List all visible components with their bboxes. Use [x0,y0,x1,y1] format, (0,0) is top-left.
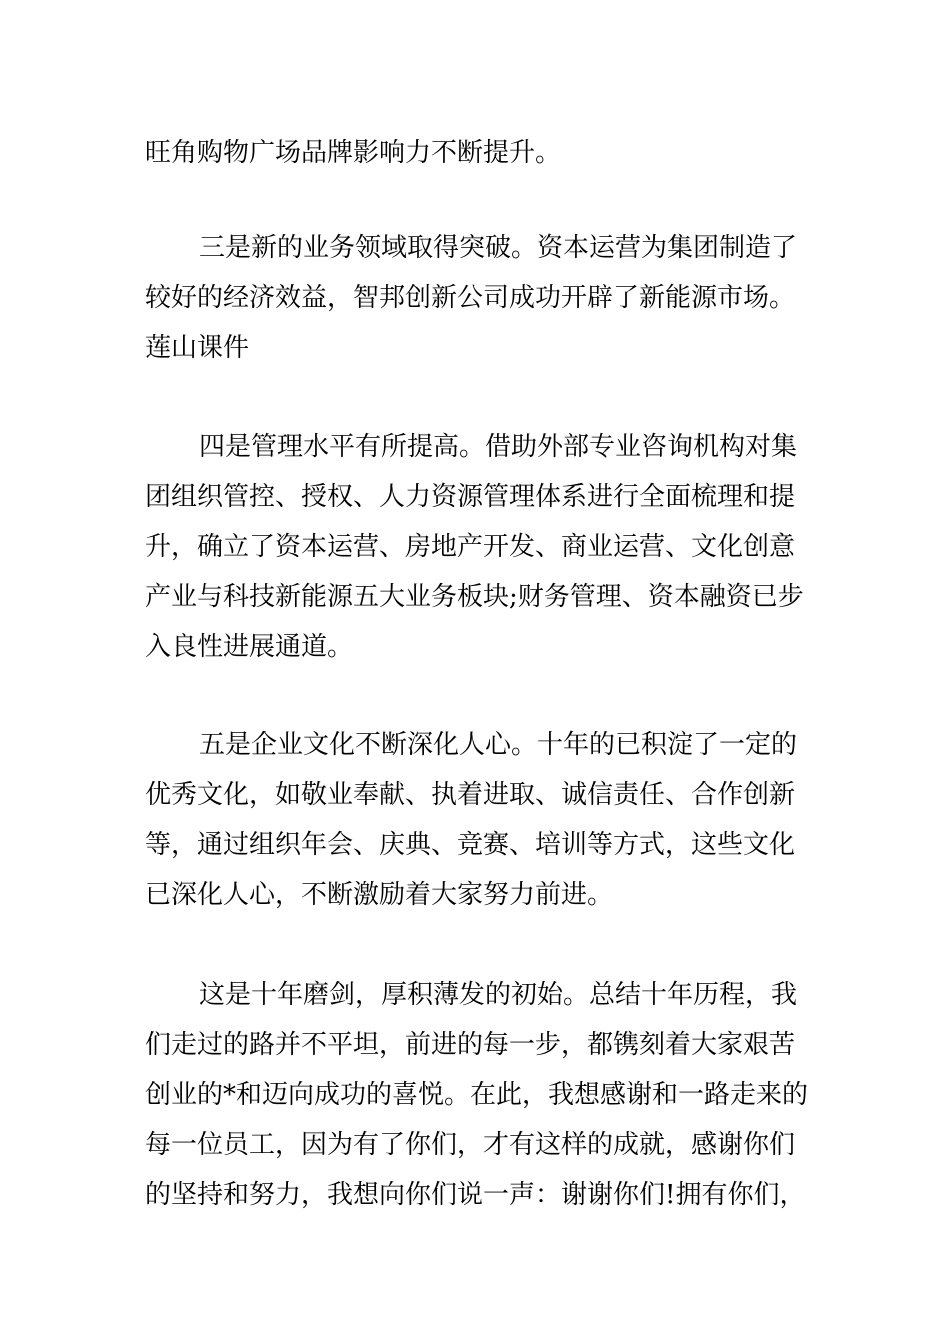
text-line: 的坚持和努力，我想向你们说一声：谢谢你们!拥有你们， [145,1180,806,1210]
paragraph-point-three [145,223,810,373]
text-line: 等，通过组织年会、庆典、竞赛、培训等方式，这些文化 [145,830,796,860]
text-line: 升，确立了资本运营、房地产开发、商业运营、文化创意 [145,532,796,562]
text-line: 产业与科技新能源五大业务板块;财务管理、资本融资已步 [145,582,804,612]
text-line: 们走过的路并不平坦，前进的每一步，都镌刻着大家艰苦 [145,1030,796,1060]
paragraph-continuation [145,128,810,178]
text-line: 团组织管控、授权、人力资源管理体系进行全面梳理和提 [145,482,796,512]
text-line: 入良性进展通道。 [145,632,354,662]
text-line: 每一位员工，因为有了你们，才有这样的成就，感谢你们 [145,1130,796,1160]
text-line: 四是管理水平有所提高。借助外部专业咨询机构对集 [199,432,798,462]
text-line: 较好的经济效益，智邦创新公司成功开辟了新能源市场。 [145,283,796,313]
text-line: 创业的*和迈向成功的喜悦。在此，我想感谢和一路走来的 [145,1080,809,1110]
text-line: 已深化人心，不断激励着大家努力前进。 [145,880,614,910]
paragraph-closing [145,970,810,1220]
paragraph-point-four [145,422,810,672]
text-line: 旺角购物广场品牌影响力不断提升。 [145,138,562,168]
text-line: 莲山课件 [145,333,250,363]
text-line: 五是企业文化不断深化人心。十年的已积淀了一定的 [199,730,798,760]
text-line: 优秀文化，如敬业奉献、执着进取、诚信责任、合作创新 [145,780,796,810]
text-line: 三是新的业务领域取得突破。资本运营为集团制造了 [199,233,798,263]
paragraph-point-five [145,720,810,920]
text-line: 这是十年磨剑，厚积薄发的初始。总结十年历程，我 [199,980,798,1010]
